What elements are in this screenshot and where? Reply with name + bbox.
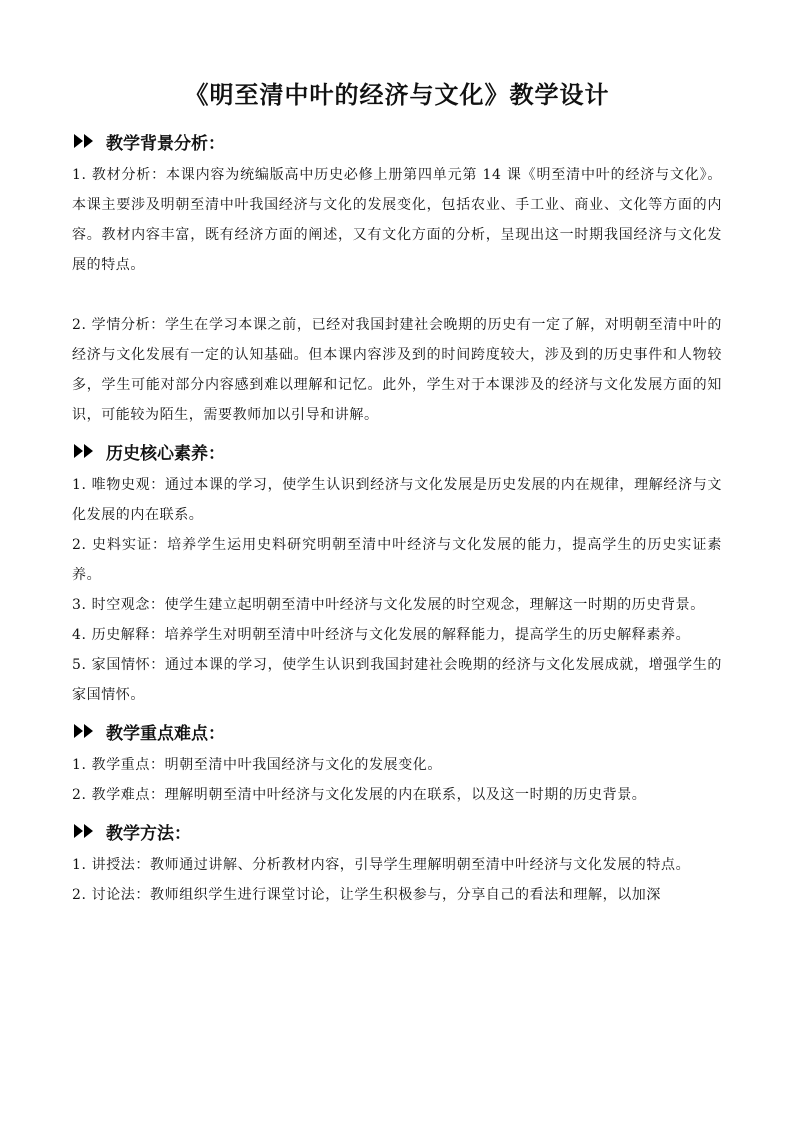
- section-heading-text: 历史核心素养：: [106, 443, 225, 464]
- document-title: 《明至清中叶的经济与文化》教学设计: [184, 81, 610, 109]
- list-item: 2. 教学难点：理解明朝至清中叶经济与文化发展的内在联系，以及这一时期的历史背景。: [72, 787, 647, 803]
- section-heading-text: 教学方法：: [106, 823, 191, 844]
- section-heading-text: 教学背景分析：: [106, 133, 225, 154]
- paragraph-textbook-analysis: 1. 教材分析：本课内容为统编版高中历史必修上册第四单元第 14 课《明至清中叶的经济与文化》。本课主要涉及明朝至清中叶我国经济与文化的发展变化，包括农业、手工业、商业、文化等方面的内容。教材内容丰富，既有经济方面的阐述，又有文化方面的分析，呈现出这一时期我国经济与文化发展的特点。: [72, 167, 722, 273]
- double-chevron-right-icon: [74, 724, 96, 738]
- section-key-points: [72, 714, 722, 810]
- paragraph-spacer: [72, 280, 722, 310]
- list-item: 3. 时空观念：使学生建立起明朝至清中叶经济与文化发展的时空观念，理解这一时期的历史背景。: [72, 597, 705, 613]
- section-background: [72, 124, 722, 430]
- list-item: 1. 教学重点：明朝至清中叶我国经济与文化的发展变化。: [72, 757, 443, 773]
- section-heading: [72, 714, 722, 748]
- section-heading-text: 教学重点难点：: [106, 723, 225, 744]
- section-heading: [72, 814, 722, 848]
- section-core-literacy: [72, 434, 722, 710]
- double-chevron-right-icon: [74, 444, 96, 458]
- double-chevron-right-icon: [74, 134, 96, 148]
- list-item: 1. 讲授法：教师通过讲解、分析教材内容，引导学生理解明朝至清中叶经济与文化发展的特点。: [72, 857, 691, 873]
- list-item: 4. 历史解释：培养学生对明朝至清中叶经济与文化发展的解释能力，提高学生的历史解释素养。: [72, 627, 691, 643]
- double-chevron-right-icon: [74, 824, 96, 838]
- list-item: 5. 家国情怀：通过本课的学习，使学生认识到我国封建社会晚期的经济与文化发展成就，增强学生的家国情怀。: [72, 657, 722, 703]
- section-methods: [72, 814, 722, 910]
- section-heading: [72, 434, 722, 468]
- list-item: 2. 史料实证：培养学生运用史料研究明朝至清中叶经济与文化发展的能力，提高学生的历史实证素养。: [72, 537, 722, 583]
- list-item: 1. 唯物史观：通过本课的学习，使学生认识到经济与文化发展是历史发展的内在规律，理解经济与文化发展的内在联系。: [72, 477, 722, 523]
- list-item: 2. 讨论法：教师组织学生进行课堂讨论，让学生积极参与，分享自己的看法和理解，以加深: [72, 887, 662, 903]
- section-heading: [72, 124, 722, 158]
- paragraph-student-analysis: 2. 学情分析：学生在学习本课之前，已经对我国封建社会晚期的历史有一定了解，对明朝至清中叶的经济与文化发展有一定的认知基础。但本课内容涉及到的时间跨度较大，涉及到的历史事件和人物较多，学生可能对部分内容感到难以理解和记忆。此外，学生对于本课涉及的经济与文化发展方面的知识，可能较为陌生，需要教师加以引导和讲解。: [72, 317, 722, 423]
